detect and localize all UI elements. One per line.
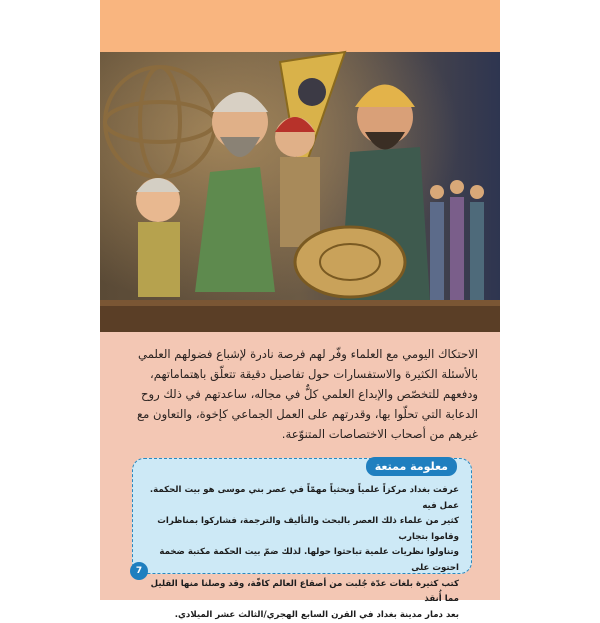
fun-fact-text	[143, 483, 459, 623]
book-page	[100, 0, 500, 620]
story-paragraph	[118, 344, 478, 444]
boy-body	[138, 222, 180, 297]
scholars-illustration	[100, 52, 500, 332]
fun-fact-line: عرفت بغداد مركزاً علمياً وبحثياً مهمّاً في عصر بني موسى هو بيت الحكمة. عمل فيه	[149, 485, 459, 511]
bg-figure-3	[470, 202, 484, 302]
fun-fact-line: وتناولوا نظريات علمية تباحثوا حولها. لذلك ضمّ بيت الحكمة مكتبة ضخمة احتوت على	[159, 547, 459, 573]
paragraph-line: غيرهم من أصحاب الاختصاصات المتنوّعة.	[281, 427, 478, 441]
fun-fact-line: كتب كثيرة بلغات عدّة جُلبت من أصقاع العالم كافّة، وقد وصلنا منها القليل مما أُنقذ	[150, 578, 459, 605]
fun-fact-box	[132, 458, 472, 620]
fun-fact-line: كثير من علماء ذلك العصر بالبحث والتأليف والترجمة، فشاركوا بمناظرات وقاموا بتجارب	[157, 516, 459, 542]
paragraph-line: الدعابة التي تحلّوا بها، وقدرتهم على العمل الجماعي كإخوة، والتعاون مع	[136, 407, 478, 421]
paragraph-line: ودفعهم للتخصّص والإبداع العلمي كلٌّ في مجاله، ساعدتهم في ذلك روح	[141, 387, 478, 401]
page-number: 7	[130, 562, 148, 580]
bg-figure-2	[450, 197, 464, 302]
illustration-art	[100, 52, 500, 332]
paragraph-line: بالأسئلة الكثيرة والاستفسارات حول تفاصيل دقيقة تتعلّق باهتماماتهم،	[150, 367, 478, 381]
top-color-band	[100, 0, 500, 52]
paragraph-line: الاحتكاك اليومي مع العلماء وفّر لهم فرصة نادرة لإشباع فضولهم العلمي	[138, 347, 478, 361]
fun-fact-line: بعد دمار مدينة بغداد في القرن السابع الهجري/الثالث عشر الميلادي.	[174, 609, 459, 620]
astrolabe	[295, 227, 405, 297]
bg-figure-1	[430, 202, 444, 302]
fun-fact-title: معلومة ممتعة	[366, 457, 457, 476]
